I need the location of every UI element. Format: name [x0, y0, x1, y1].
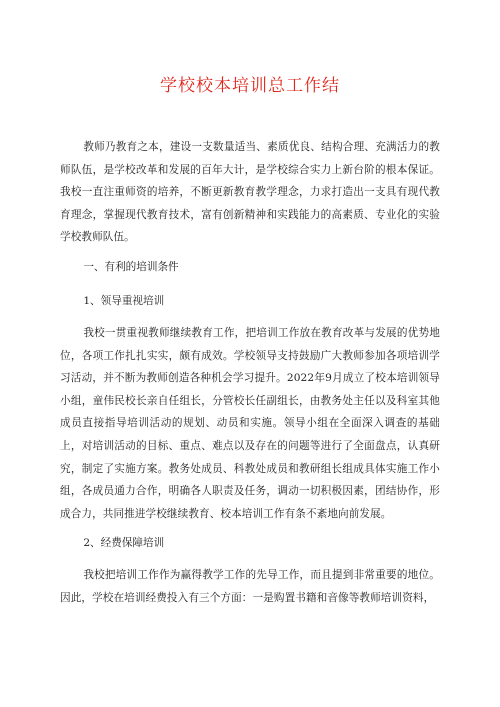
subsection-paragraph-2: 我校把培训工作作为赢得教学工作的先导工作，而且提到非常重要的地位。因此，学校在培训经费投入有三个方面：一是购置书籍和音像等教师培训资料，: [60, 569, 440, 604]
subsection-heading-2: 2、经费保障培训: [83, 537, 165, 550]
intro-paragraph: 教师乃教育之本，建设一支数量适当、素质优良、结构合理、充满活力的教师队伍，是学校改革和发展的百年大计，是学校综合实力上新台阶的根本保证。我校一直注重师资的培养，不断更新教育教学理念，力求打造出一支具有现代教育理念，掌握现代教育技术，富有创新精神和实践能力的高素质、专业化的实验学校教师队伍。: [60, 141, 440, 244]
section-heading-1: 一、有利的培训条件: [83, 260, 179, 273]
document-title: 学校校本培训总工作结: [160, 76, 340, 96]
subsection-paragraph-1: 我校一贯重视教师继续教育工作，把培训工作放在教育改革与发展的优势地位，各项工作扎扎实实，颇有成效。学校领导支持鼓励广大教师参加各项培训学习活动，并不断为教师创造各种机会学习提升。2022年9月成立了校本培训领导小组，童伟民校长亲自任组长，分管校长任副组长，由教务处主任以及科室其他成员直接指导培训活动的规划、动员和实施。领导小组在全面深入调查的基础上，对培训活动的目标、重点、难点以及存在的问题等进行了全面盘点，认真研究，制定了实施方案。教务处成员、科教处成员和教研组长组成具体实施工作小组，各成员通力合作，明确各人职责及任务，调动一切积极因素，团结协作，形成合力，共同推进学校继续教育、校本培训工作有条不紊地向前发展。: [60, 326, 440, 520]
subsection-heading-1: 1、领导重视培训: [83, 294, 165, 307]
